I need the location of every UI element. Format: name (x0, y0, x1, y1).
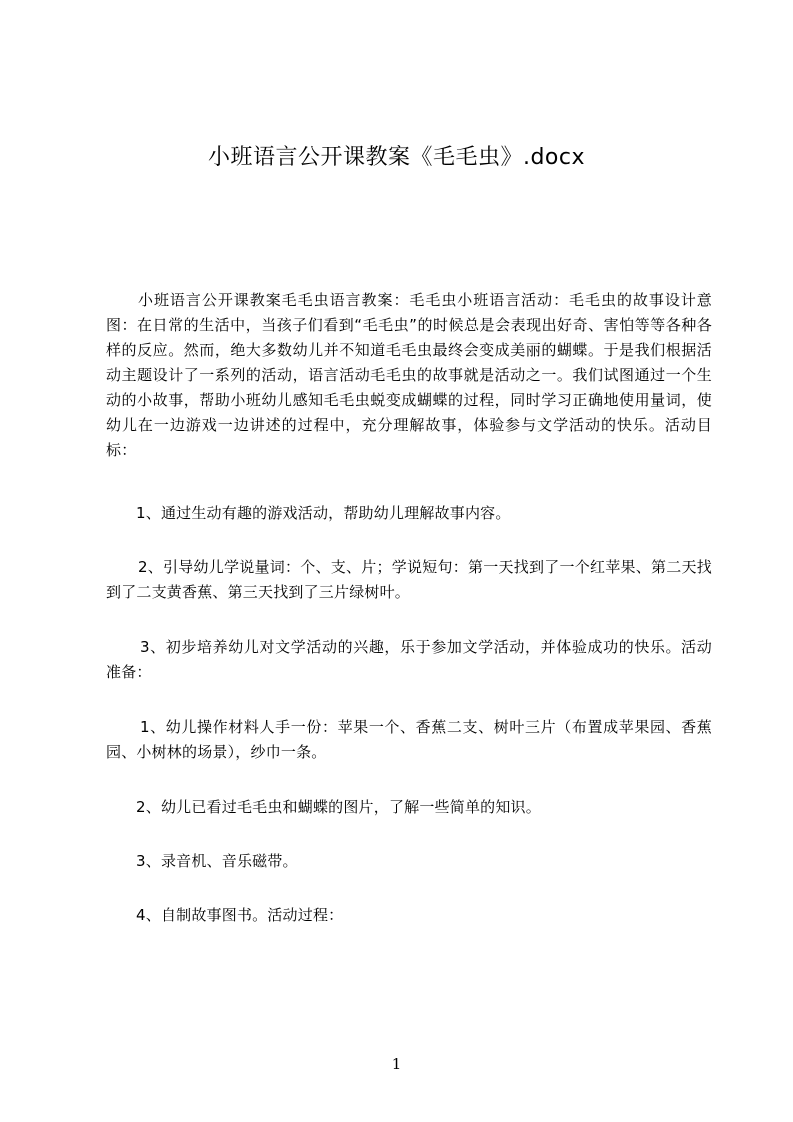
preparation-item-4: 4、自制故事图书。活动过程： (136, 906, 344, 924)
page-number: 1 (391, 1055, 402, 1073)
preparation-item-3: 3、录音机、音乐磁带。 (136, 852, 298, 870)
preparation-item-1: 1、幼儿操作材料人手一份：苹果一个、香蕉二支、树叶三片（布置成苹果园、香蕉园、小树林的场景），纱巾一条。 (106, 718, 712, 761)
preparation-item-2: 2、幼儿已看过毛毛虫和蝴蝶的图片，了解一些简单的知识。 (136, 798, 541, 816)
intro-paragraph: 小班语言公开课教案毛毛虫语言教案：毛毛虫小班语言活动：毛毛虫的故事设计意图：在日常的生活中，当孩子们看到“毛毛虫”的时候总是会表现出好奇、害怕等等各种各样的反应。然而，绝大多数幼儿并不知道毛毛虫最终会变成美丽的蝴蝶。于是我们根据活动主题设计了一系列的活动，语言活动毛毛虫的故事就是活动之一。我们试图通过一个生动的小故事，帮助小班幼儿感知毛毛虫蜕变成蝴蝶的过程，同时学习正确地使用量词，使幼儿在一边游戏一边讲述的过程中，充分理解故事，体验参与文学活动的快乐。活动目标： (106, 291, 712, 459)
document-title: 小班语言公开课教案《毛毛虫》.docx (207, 145, 586, 170)
objective-item-3: 3、初步培养幼儿对文学活动的兴趣，乐于参加文学活动，并体验成功的快乐。活动准备： (106, 638, 712, 681)
objective-item-2: 2、引导幼儿学说量词：个、支、片；学说短句：第一天找到了一个红苹果、第二天找到了二支黄香蕉、第三天找到了三片绿树叶。 (106, 558, 712, 601)
objective-item-1: 1、通过生动有趣的游戏活动，帮助幼儿理解故事内容。 (136, 504, 511, 522)
